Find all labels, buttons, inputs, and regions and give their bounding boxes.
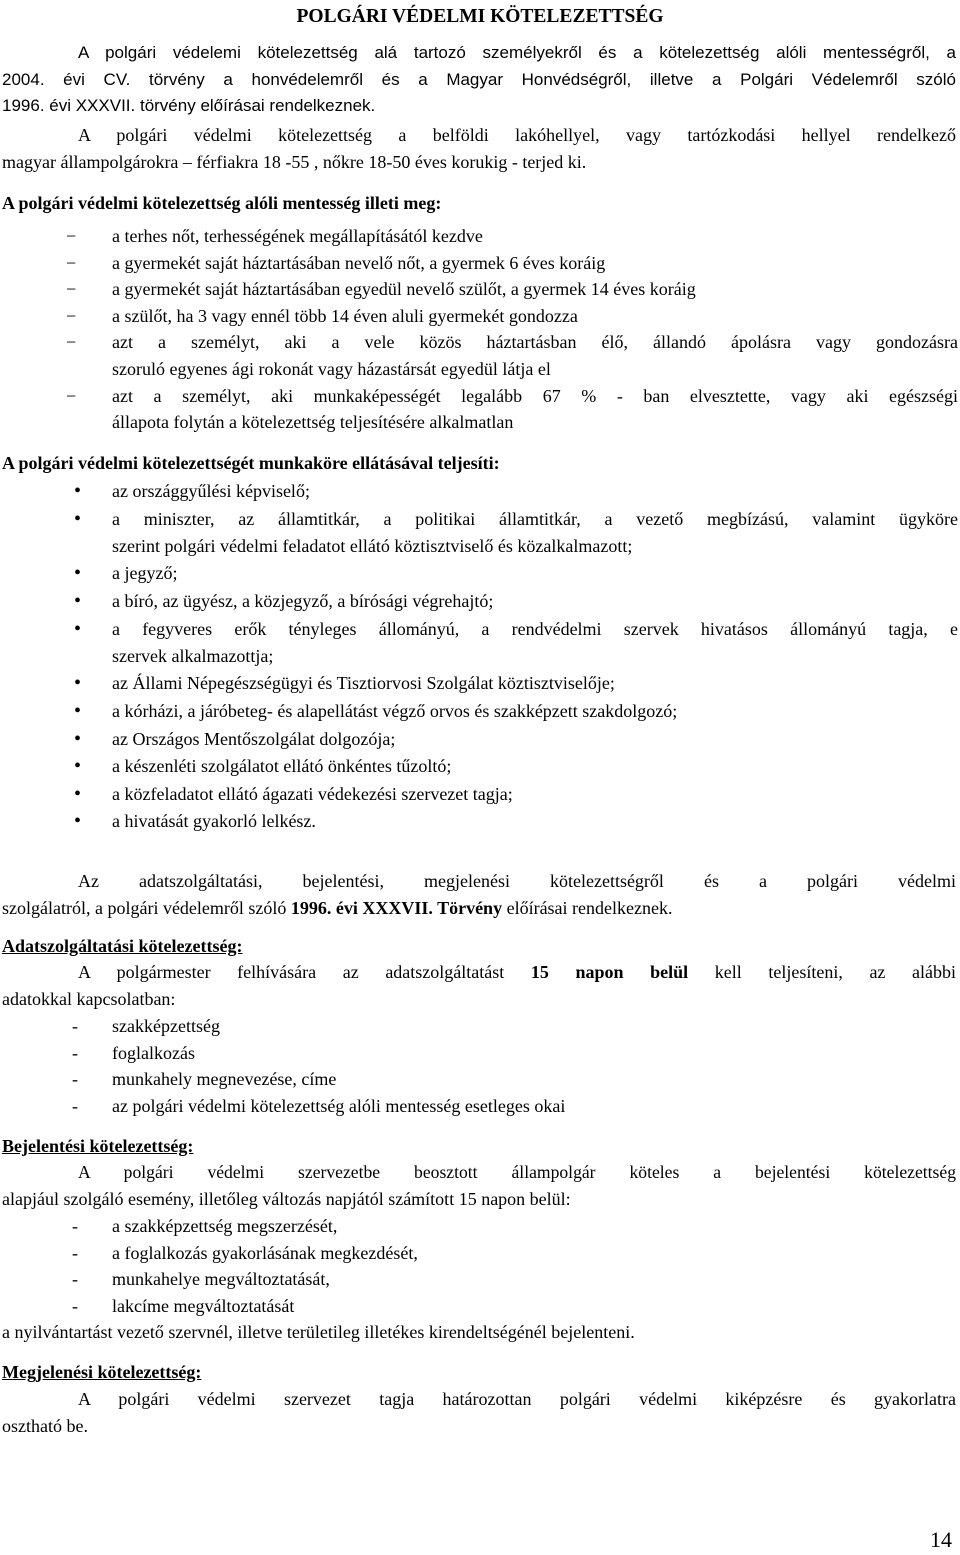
list-item-text: a közfeladatot ellátó ágazati védekezési szervezet tagja; [112, 783, 513, 804]
list-item [0, 781, 958, 808]
dash-marker: - [72, 1095, 78, 1116]
list-item-text: munkahely megnevezése, címe [112, 1069, 337, 1090]
data-supply-list [0, 1013, 958, 1119]
dash-marker: - [72, 1242, 78, 1263]
list-item [0, 560, 958, 587]
list-item [0, 223, 958, 250]
list-item-text: a gyermekét saját háztartásában egyedül nevelő szülőt, a gyermek 14 éves koráig [112, 279, 696, 300]
list-item-text: a terhes nőt, terhességének megállapításától kezdve [112, 226, 483, 246]
bullet-icon: • [74, 699, 82, 722]
role-heading: A polgári védelmi kötelezettségét munkaköre ellátásával teljesíti: [2, 453, 500, 473]
bullet-icon: • [74, 589, 82, 612]
list-item [0, 1040, 958, 1067]
exemption-list [0, 223, 958, 436]
bullet-icon: • [74, 562, 82, 585]
list-item-text: a miniszter, az államtitkár, a politikai államtitkár, a vezető megbízású, valamint ügyköre [112, 508, 958, 529]
bullet-icon: • [74, 617, 82, 640]
list-item [0, 1293, 958, 1320]
dash-marker: − [66, 226, 77, 246]
appearance-line-1: A polgári védelmi szervezet tagja határozottan polgári védelmi kiképzésre és gyakorlatra [78, 1389, 956, 1409]
dash-marker: - [72, 1295, 78, 1316]
dash-marker: - [72, 1016, 78, 1036]
obligations-paragraph [2, 868, 956, 921]
list-item-text: a szülőt, ha 3 vagy ennél több 14 éven aluli gyermekét gondozza [112, 305, 578, 326]
law-reference: 1996. évi XXXVII. Törvény [290, 897, 503, 918]
list-item [0, 478, 958, 505]
list-item-text: munkahelye megváltoztatását, [112, 1269, 330, 1290]
list-item [0, 616, 958, 670]
page-number: 14 [930, 1527, 952, 1552]
obligations-line-2 [2, 895, 956, 922]
list-item-text: a foglalkozás gyakorlásának megkezdését, [112, 1242, 418, 1263]
notification-paragraph [2, 1159, 956, 1212]
list-item-text: az Állami Népegészségügyi és Tisztiorvosi Szolgálat köztisztviselője; [112, 673, 615, 694]
appearance-heading: Megjelenési kötelezettség: [2, 1362, 202, 1382]
dash-marker: − [66, 279, 77, 300]
list-item-text: a kórházi, a járóbeteg- és alapellátást végző orvos és szakképzett szakdolgozó; [112, 700, 678, 721]
notification-list [0, 1213, 958, 1319]
list-item [0, 1066, 958, 1093]
list-item-text: az polgári védelmi kötelezettség alóli mentesség esetleges okai [112, 1095, 566, 1116]
list-item-text: a bíró, az ügyész, a közjegyző, a bírósági végrehajtó; [112, 590, 494, 611]
scope-line-2: magyar állampolgárokra – férfiakra 18 -55 , nőkre 18-50 éves korukig - terjed ki. [2, 151, 587, 172]
dash-marker: − [66, 332, 77, 353]
scope-paragraph [2, 122, 956, 175]
intro-line-2: 2004. évi CV. törvény a honvédelemről és a Magyar Honvédségről, illetve a Polgári Védelemről szóló [2, 69, 956, 89]
list-item-text: a hivatását gyakorló lelkész. [112, 811, 316, 832]
intro-line-1: A polgári védelemi kötelezettség alá tartozó személyekről és a kötelezettség alóli mentességről, a [78, 43, 956, 62]
list-item-text-continued: szoruló egyenes ági rokonát vagy házastársát egyedül látja el [112, 358, 551, 379]
dash-marker: - [72, 1216, 78, 1236]
bullet-icon: • [74, 672, 82, 695]
list-item-text: az országgyűlési képviselő; [112, 481, 310, 501]
exemption-heading: A polgári védelmi kötelezettség alóli mentesség illeti meg: [2, 193, 442, 213]
bullet-icon: • [74, 755, 82, 778]
data-supply-line-1-end: kell teljesíteni, az alábbi [688, 962, 957, 982]
deadline-text: 15 napon belül [530, 962, 689, 982]
list-item-text: a gyermekét saját háztartásában nevelő nőt, a gyermek 6 éves koráig [112, 252, 606, 273]
list-item [0, 506, 958, 560]
dash-marker: - [72, 1269, 78, 1290]
data-supply-heading: Adatszolgáltatási kötelezettség: [2, 936, 243, 956]
list-item-text: a jegyző; [112, 563, 178, 584]
list-item [0, 1240, 958, 1267]
bullet-icon: • [74, 507, 82, 530]
list-item [0, 808, 958, 835]
list-item [0, 1266, 958, 1293]
list-item [0, 329, 958, 382]
list-item [0, 698, 958, 725]
bullet-icon: • [74, 727, 82, 750]
list-item [0, 276, 958, 303]
intro-paragraph [2, 40, 956, 120]
list-item-text: lakcíme megváltoztatását [112, 1295, 295, 1316]
notification-heading: Bejelentési kötelezettség: [2, 1136, 194, 1156]
list-item [0, 250, 958, 277]
dash-marker: − [66, 305, 77, 326]
scope-line-1: A polgári védelmi kötelezettség a belföldi lakóhellyel, vagy tartózkodási hellyel rendelkező [78, 125, 956, 145]
list-item-text-continued: szervek alkalmazottja; [112, 645, 274, 666]
list-item-text: azt a személyt, aki munkaképességét legalább 67 % - ban elvesztette, vagy aki egészségi [112, 385, 958, 406]
obligations-line-1: Az adatszolgáltatási, bejelentési, megjelenési kötelezettségről és a polgári védelmi [78, 871, 956, 891]
list-item-text: szakképzettség [112, 1016, 220, 1036]
data-supply-line-2: adatokkal kapcsolatban: [2, 988, 176, 1009]
dash-marker: − [66, 385, 77, 406]
appearance-paragraph [2, 1386, 956, 1439]
list-item [0, 1013, 958, 1040]
list-item [0, 753, 958, 780]
list-item [0, 670, 958, 697]
notification-line-2: alapjául szolgáló esemény, illetőleg változás napjától számított 15 napon belül: [2, 1188, 571, 1209]
list-item [0, 588, 958, 615]
dash-marker: - [72, 1042, 78, 1063]
data-supply-paragraph [2, 959, 956, 1012]
list-item-text: a készenléti szolgálatot ellátó önkéntes tűzoltó; [112, 756, 452, 777]
list-item-text: a fegyveres erők tényleges állományú, a rendvédelmi szervek hivatásos állományú tagja, e [112, 618, 958, 639]
list-item [0, 726, 958, 753]
list-item-text: a szakképzettség megszerzését, [112, 1216, 338, 1236]
list-item [0, 303, 958, 330]
list-item-text: az Országos Mentőszolgálat dolgozója; [112, 728, 396, 749]
list-item [0, 1093, 958, 1120]
data-supply-line-1-text: A polgármester felhívására az adatszolgáltatást [78, 962, 531, 982]
list-item [0, 383, 958, 436]
list-item-text-continued: állapota folytán a kötelezettség teljesítésére alkalmatlan [112, 412, 514, 433]
page-title: POLGÁRI VÉDELMI KÖTELEZETTSÉG [296, 6, 664, 27]
obligations-line-2-end: előírásai rendelkeznek. [502, 897, 673, 918]
notification-closing: a nyilvántartást vezető szervnél, illetve területileg illetékes kirendeltségénél bejelenteni. [2, 1322, 635, 1342]
bullet-icon: • [74, 810, 82, 833]
list-item-text-continued: szerint polgári védelmi feladatot ellátó köztisztviselő és közalkalmazott; [112, 535, 633, 556]
bullet-icon: • [74, 480, 82, 502]
list-item-text: azt a személyt, aki a vele közös háztartásban élő, állandó ápolásra vagy gondozásra [112, 332, 958, 353]
role-list [0, 478, 958, 836]
dash-marker: − [66, 252, 77, 273]
appearance-line-2: osztható be. [2, 1415, 88, 1436]
list-item [0, 1213, 958, 1240]
list-item-text: foglalkozás [112, 1042, 195, 1063]
intro-line-3: 1996. évi XXXVII. törvény előírásai rendelkeznek. [2, 96, 376, 115]
data-supply-line-1 [2, 959, 956, 986]
notification-line-1: A polgári védelmi szervezetbe beosztott állampolgár köteles a bejelentési kötelezettség [78, 1162, 956, 1182]
dash-marker: - [72, 1069, 78, 1090]
bullet-icon: • [74, 782, 82, 805]
obligations-line-2-text: szolgálatról, a polgári védelemről szóló [2, 897, 291, 918]
